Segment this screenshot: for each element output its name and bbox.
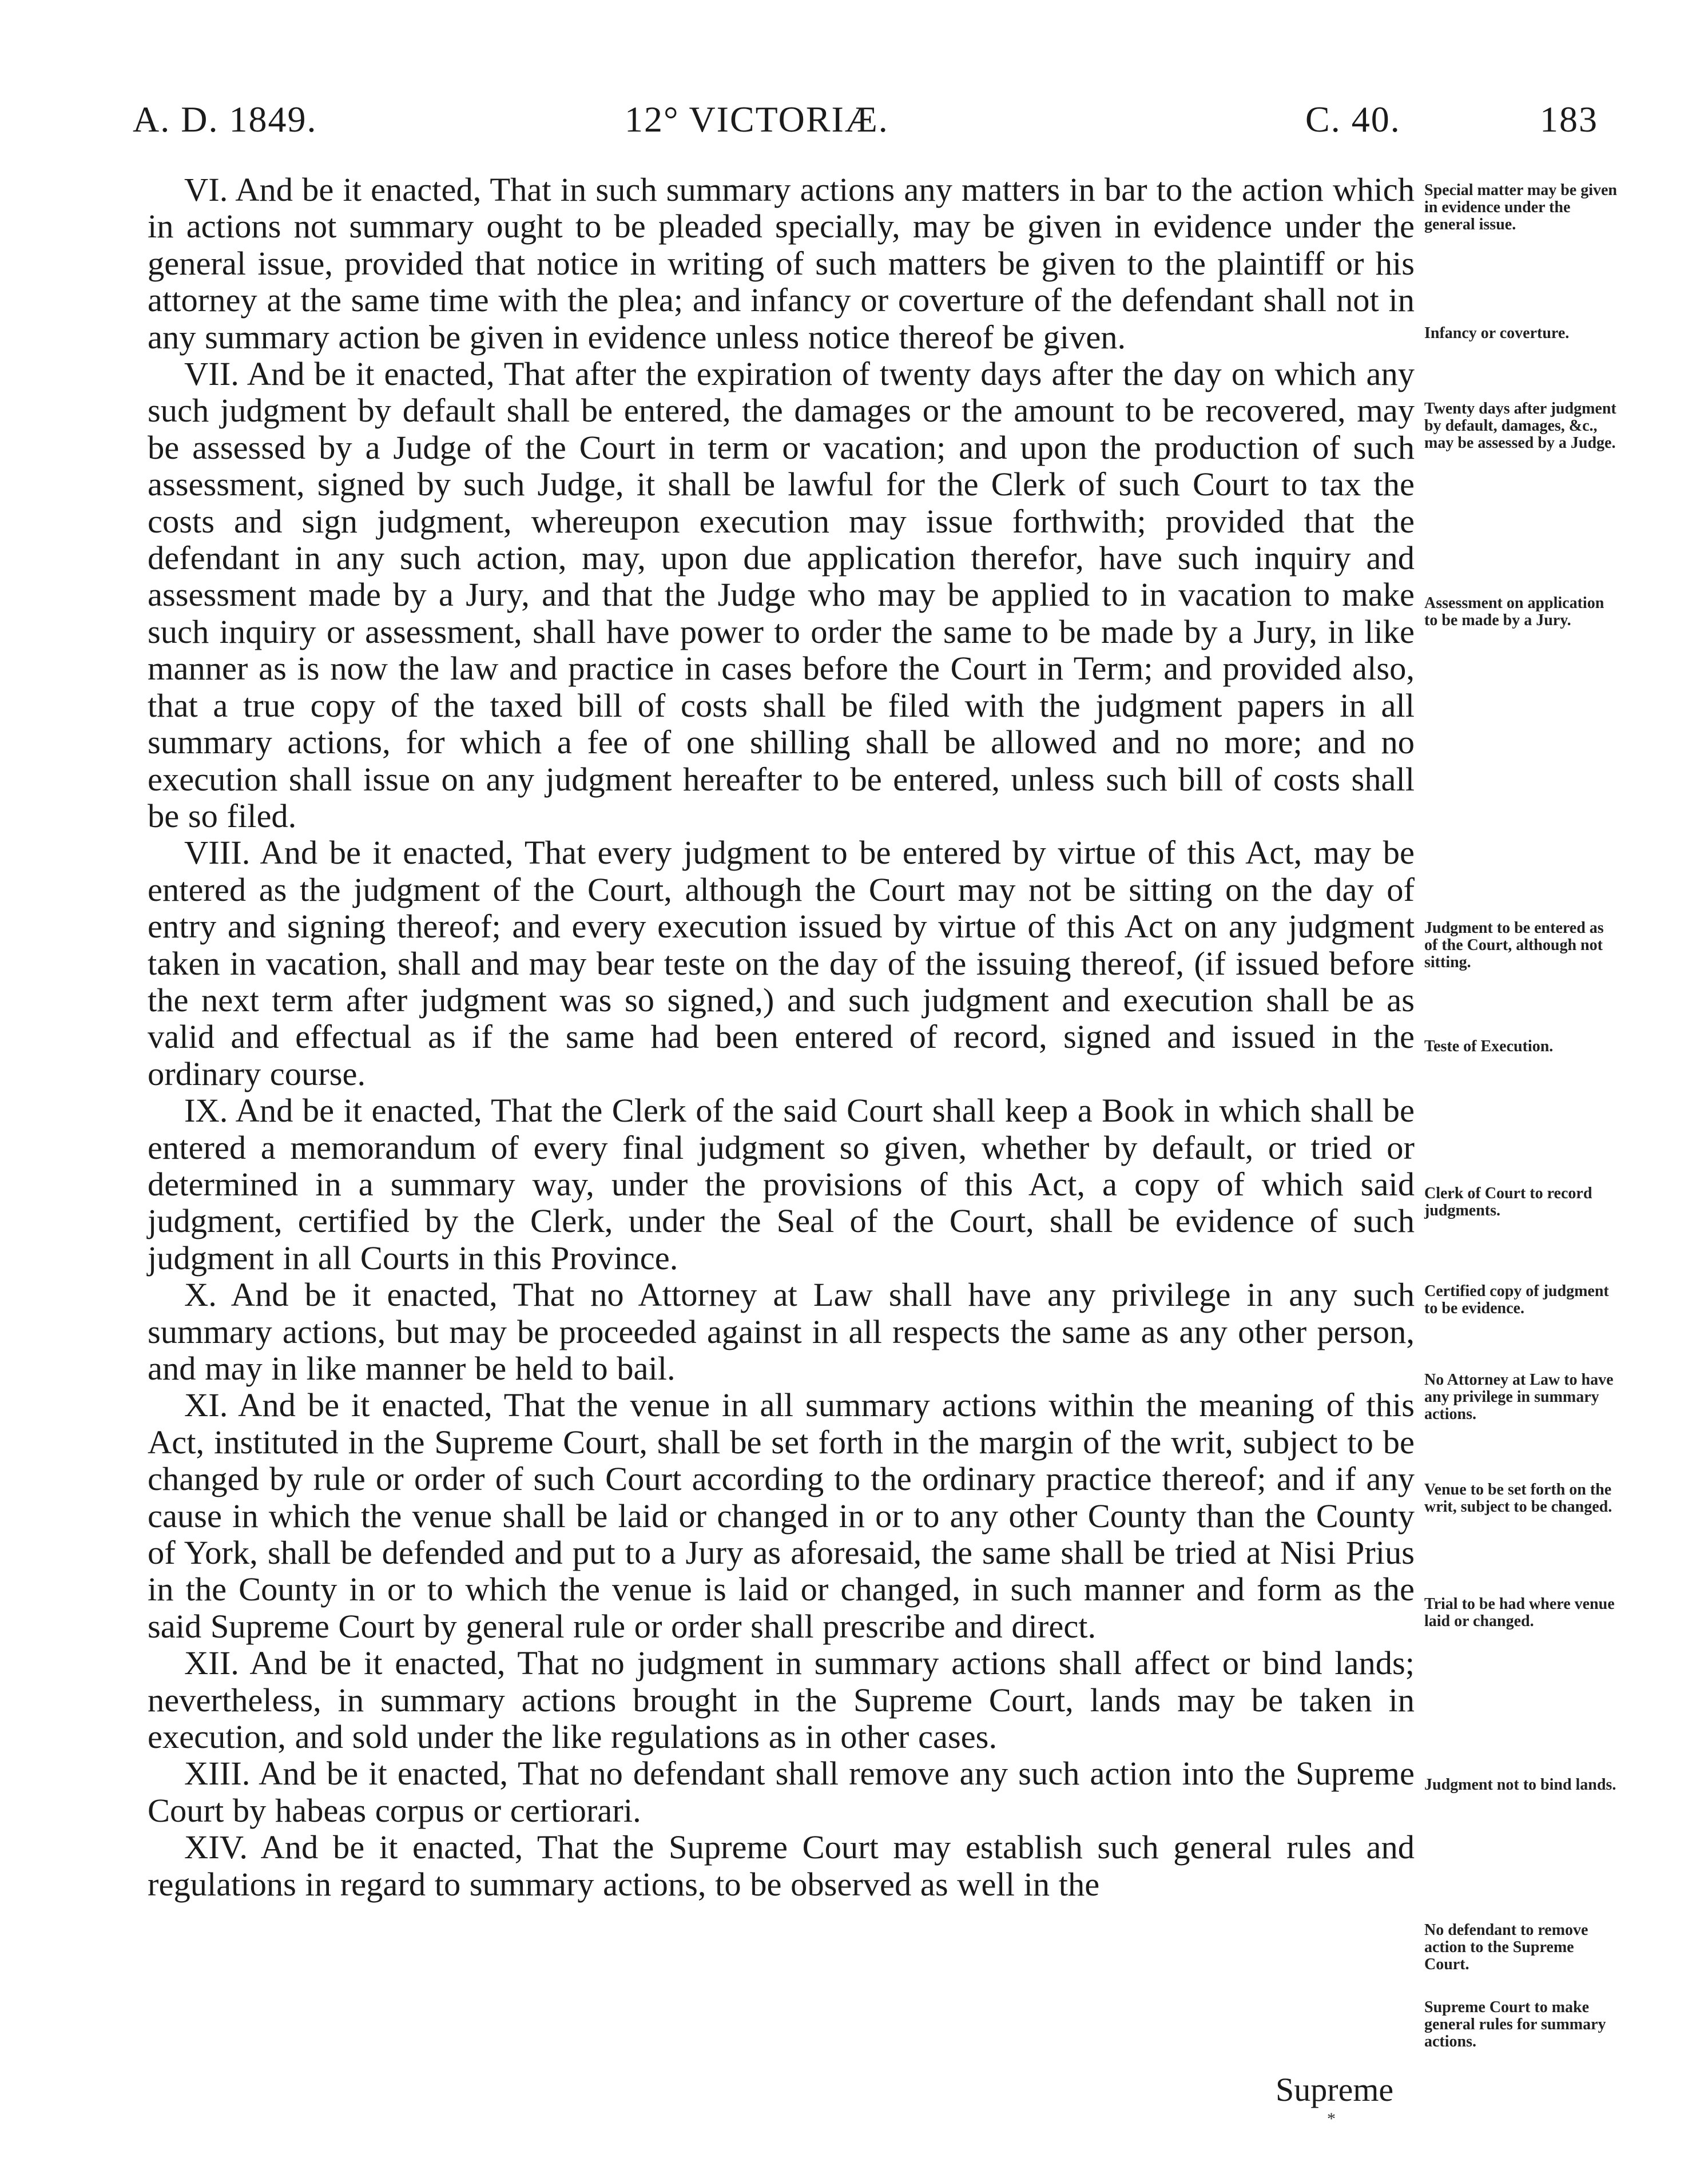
margin-note-twenty-days: Twenty days after judgment by default, damages, &c., may be assessed by a Judge.	[1424, 400, 1616, 452]
margin-note-trial: Trial to be had where venue laid or changed.	[1424, 1595, 1615, 1630]
margin-note-no-removal: No defendant to remove action to the Supreme Court.	[1424, 1921, 1588, 1973]
margin-note-attorney: No Attorney at Law to have any privilege in summary actions.	[1424, 1371, 1614, 1423]
section-vi: VI. And be it enacted, That in such summary actions any matters in bar to the action which in actions not summary ought to be pleaded specially, may be given in evidence under the general issue, provided that notice in writing of such matters be given to the plaintiff or his attorney at the same time with the plea; and infancy or coverture of the defendant shall not in any summary action be given in evidence unless notice thereof be given.	[148, 171, 1415, 356]
margin-note-special-matter: Special matter may be given in evidence under the general issue.	[1424, 181, 1617, 233]
margin-note-teste: Teste of Execution.	[1424, 1038, 1554, 1055]
page-number: 183	[1540, 99, 1598, 140]
section-xiii: XIII. And be it enacted, That no defendant shall remove any such action into the Supreme Court by habeas corpus or certiorari.	[148, 1755, 1415, 1829]
section-xi: XI. And be it enacted, That the venue in all summary actions within the meaning of this Act, instituted in the Supreme Court, shall be set forth in the margin of the writ, subject to be changed by rule or order of such Court according to the ordinary practice thereof; and if any cause in which the venue shall be laid or changed in or to any other County than the County of York, shall be defended and put to a Jury as aforesaid, the same shall be tried at Nisi Prius in the County in or to which the venue is laid or changed, in such manner and form as the said Supreme Court by general rule or order shall prescribe and direct.	[148, 1386, 1415, 1645]
catchword: Supreme	[1276, 2071, 1394, 2108]
signature-mark: *	[1327, 2109, 1336, 2128]
section-ix: IX. And be it enacted, That the Clerk of the said Court shall keep a Book in which shall be entered a memorandum of every final judgment so given, whether by default, or tried or determined in a summary way, under the provisions of this Act, a copy of which said judgment, certified by the Clerk, under the Seal of the Court, shall be evidence of such judgment in all Courts in this Province.	[148, 1092, 1415, 1277]
header-reign: 12° VICTORIÆ.	[625, 99, 889, 140]
section-vii: VII. And be it enacted, That after the expiration of twenty days after the day on which any such judgment by default shall be entered, the damages or the amount to be recovered, may be assessed by a Judge of the Court in term or vacation; and upon the production of such assessment, signed by such Judge, it shall be lawful for the Clerk of such Court to tax the costs and sign judgment, whereupon execution may issue forthwith; provided that the defendant in any such action, may, upon due application therefor, have such inquiry and assessment made by a Jury, and that the Judge who may be applied to in vacation to make such inquiry or assessment, shall have power to order the same to be made by a Jury, in like manner as is now the law and practice in cases before the Court in Term; and provided also, that a true copy of the taxed bill of costs shall be filed with the judgment papers in all summary actions, for which a fee of one shilling shall be allowed and no more; and no execution shall issue on any judgment hereafter to be entered, unless such bill of costs shall be so filed.	[148, 355, 1415, 834]
statute-text	[148, 172, 1415, 1903]
header-year: A. D. 1849.	[133, 99, 317, 140]
section-xiv: XIV. And be it enacted, That the Supreme Court may establish such general rules and regulations in regard to summary actions, to be observed as well in the	[148, 1829, 1415, 1903]
margin-note-judgment-entered: Judgment to be entered as of the Court, although not sitting.	[1424, 919, 1604, 971]
margin-note-assessment: Assessment on application to be made by a Jury.	[1424, 594, 1604, 629]
running-header	[133, 98, 1608, 156]
section-x: X. And be it enacted, That no Attorney at Law shall have any privilege in any such summary actions, but may be proceeded against in all respects the same as any other person, and may in like manner be held to bail.	[148, 1276, 1415, 1387]
margin-note-certified-copy: Certified copy of judgment to be evidence.	[1424, 1282, 1609, 1317]
margin-note-clerk-record: Clerk of Court to record judgments.	[1424, 1185, 1592, 1219]
margin-note-bind-lands: Judgment not to bind lands.	[1424, 1776, 1616, 1794]
section-viii: VIII. And be it enacted, That every judgment to be entered by virtue of this Act, may be entered as the judgment of the Court, although the Court may not be sitting on the day of entry and signing thereof; and every execution issued by virtue of this Act on any judgment taken in vacation, shall and may bear teste on the day of the issuing thereof, (if issued before the next term after judgment was so signed,) and such judgment and execution shall be as valid and effectual as if the same had been entered of record, signed and issued in the ordinary course.	[148, 834, 1415, 1092]
margin-note-venue: Venue to be set forth on the writ, subject to be changed.	[1424, 1481, 1612, 1516]
margin-note-infancy: Infancy or coverture.	[1424, 324, 1570, 342]
margin-note-general-rules: Supreme Court to make general rules for summary actions.	[1424, 1998, 1606, 2050]
header-chapter: C. 40.	[1305, 99, 1401, 140]
section-xii: XII. And be it enacted, That no judgment in summary actions shall affect or bind lands; nevertheless, in summary actions brought in the Supreme Court, lands may be taken in execution, and sold under the like regulations as in other cases.	[148, 1644, 1415, 1756]
